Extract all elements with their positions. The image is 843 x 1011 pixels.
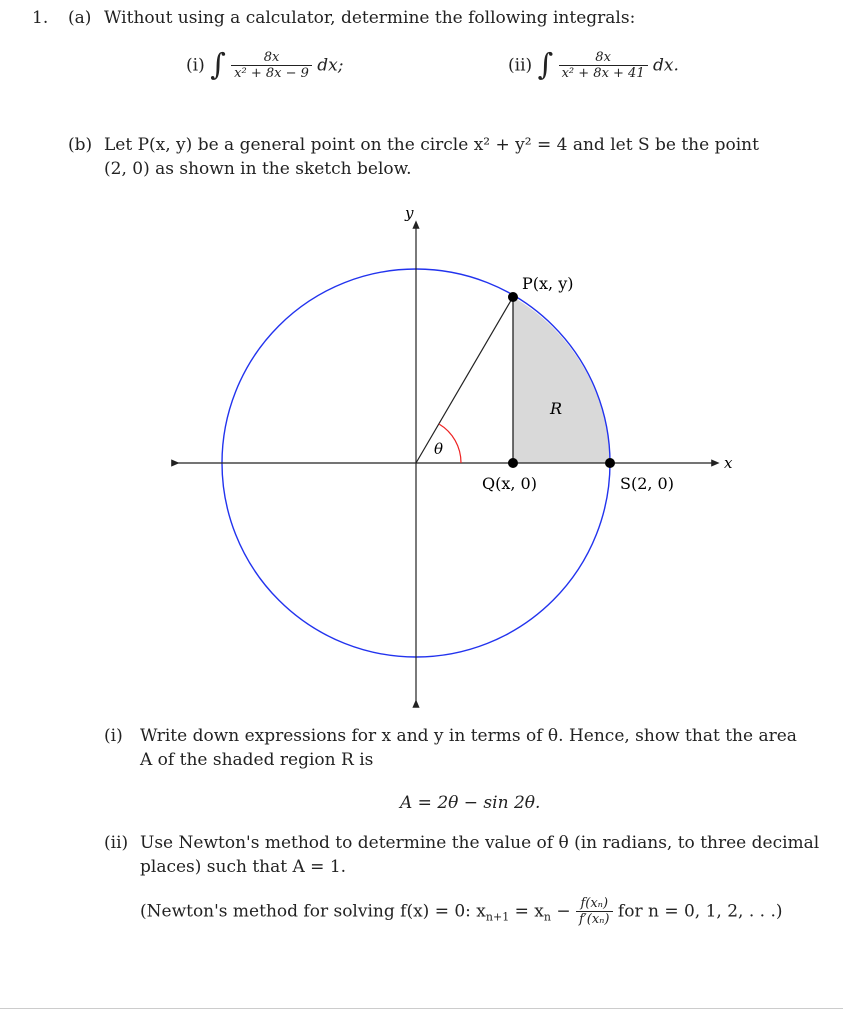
integral-sign-icon: ∫ (537, 47, 554, 83)
question-number: 1. (32, 8, 49, 28)
y-axis-label: y (405, 204, 414, 222)
part-bi-line2: A of the shaded region R is (140, 750, 374, 770)
newton-note (140, 896, 783, 927)
part-a-prompt: Without using a calculator, determine the following integrals: (104, 8, 636, 28)
radius-op (416, 297, 513, 463)
newton-fraction (576, 896, 613, 927)
integral-ii-label: (ii) (508, 55, 533, 76)
integral-i-numerator: 8x (231, 50, 312, 66)
x-axis-label: x (724, 454, 733, 472)
point-q-label: Q(x, 0) (482, 474, 537, 493)
point-q-dot (508, 458, 518, 468)
newton-note-minus: − (550, 901, 571, 922)
integral-i-dx: dx; (317, 55, 344, 76)
integral-ii-denominator: x² + 8x + 41 (561, 66, 645, 81)
part-bi-line1: Write down expressions for x and y in terms of θ. Hence, show that the area (140, 726, 797, 746)
newton-note-sub: n+1 (485, 910, 510, 924)
newton-note-suffix: for n = 0, 1, 2, . . .) (617, 901, 783, 922)
part-b-line1: Let P(x, y) be a general point on the circle x² + y² = 4 and let S be the point (104, 135, 759, 155)
circle-sketch (0, 190, 843, 710)
part-bii-label: (ii) (104, 833, 129, 853)
point-s-label: S(2, 0) (620, 474, 674, 493)
integral-ii-numerator: 8x (559, 50, 648, 66)
part-a-label: (a) (68, 8, 92, 28)
newton-note-eq: = x (509, 901, 544, 922)
newton-frac-den: f′(xₙ) (579, 912, 610, 927)
angle-label: θ (434, 440, 444, 458)
integral-sign-icon: ∫ (210, 47, 226, 83)
part-bii-line2: places) such that A = 1. (140, 857, 347, 877)
integral-ii-dx: dx. (653, 55, 679, 76)
part-bi-label: (i) (104, 726, 123, 746)
shaded-region (513, 297, 610, 463)
integral-ii (508, 47, 679, 83)
part-b-line2: (2, 0) as shown in the sketch below. (104, 159, 412, 179)
bottom-divider (0, 1008, 843, 1009)
newton-frac-num: f(xₙ) (576, 896, 613, 912)
integral-i-fraction (231, 50, 312, 81)
point-p-dot (508, 292, 518, 302)
region-label: R (550, 399, 563, 418)
newton-note-sub2: n (543, 910, 551, 924)
part-b-label: (b) (68, 135, 93, 155)
integral-i-denominator: x² + 8x − 9 (234, 66, 309, 81)
area-formula: A = 2θ − sin 2θ. (400, 793, 541, 813)
point-p-label: P(x, y) (522, 274, 574, 293)
part-bii-line1: Use Newton's method to determine the value of θ (in radians, to three decimal (140, 833, 820, 853)
integral-ii-fraction (559, 50, 648, 81)
newton-note-prefix: (Newton's method for solving f(x) = 0: x (140, 901, 486, 922)
integral-i (186, 47, 344, 83)
point-s-dot (605, 458, 615, 468)
integral-i-label: (i) (186, 55, 205, 76)
